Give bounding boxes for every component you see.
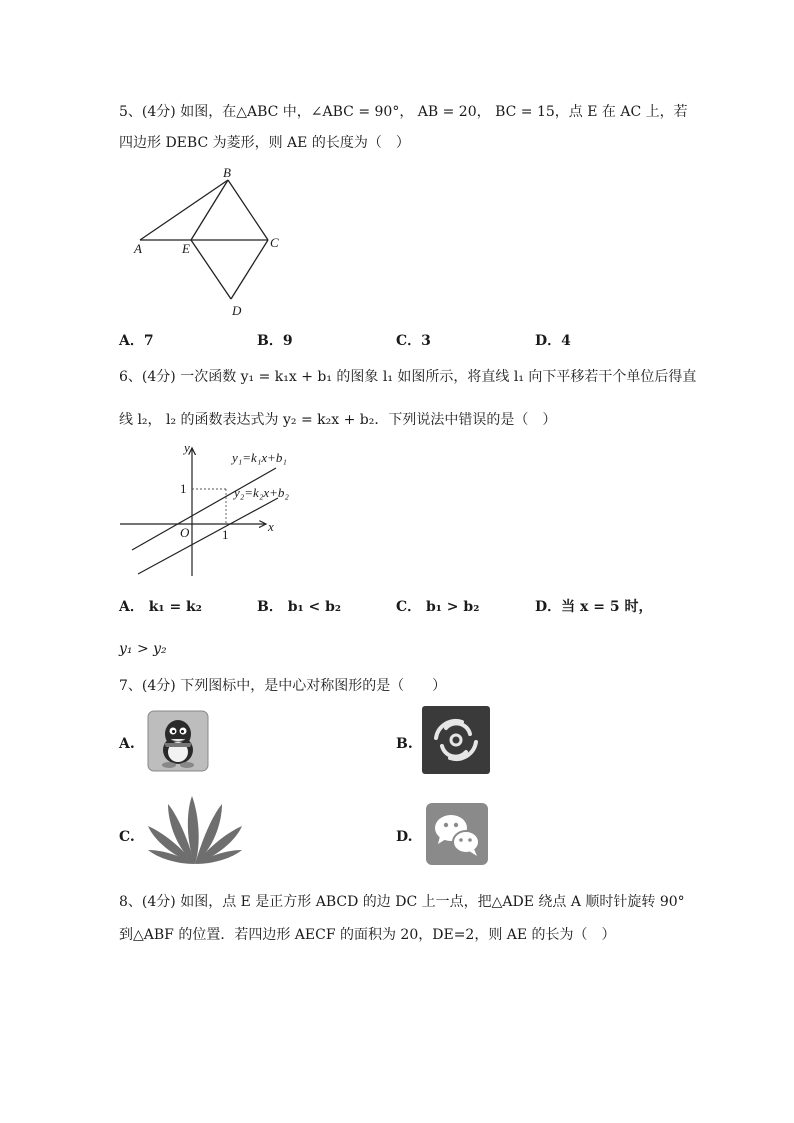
label-b: B bbox=[223, 165, 231, 180]
q6-option-d[interactable]: D．当 x = 5 时， bbox=[535, 599, 653, 615]
q6-linear-function-graph bbox=[118, 440, 318, 580]
x-axis-label: x bbox=[268, 519, 274, 534]
q5-rhombus-figure bbox=[125, 165, 295, 320]
q7-option-a[interactable]: A. bbox=[119, 736, 135, 752]
origin-label: O bbox=[180, 525, 190, 540]
segment-ed bbox=[191, 240, 231, 299]
q6-option-d-continued: y₁ > y₂ bbox=[119, 641, 167, 657]
q7-option-c[interactable]: C. bbox=[119, 829, 135, 845]
q8-stem-line-2: 到△ABF 的位置．若四边形 AECF 的面积为 20，DE=2，则 AE 的长为（ ） bbox=[119, 927, 616, 943]
q5-stem-line-1: 5、(4分) 如图，在△ABC 中，∠ABC = 90°， AB = 20， BC = 15，点 E 在 AC 上，若 bbox=[119, 104, 688, 120]
line-l1-label: y₁=k₁x+b₁ bbox=[232, 450, 287, 465]
y-axis-label: y bbox=[184, 440, 190, 455]
line-l2-label: y₂=k₂x+b₂ bbox=[234, 485, 289, 500]
spiral-icon[interactable] bbox=[422, 706, 490, 774]
label-e: E bbox=[182, 241, 190, 256]
chat-bubbles-icon[interactable] bbox=[426, 803, 488, 865]
segment-be bbox=[191, 180, 228, 240]
label-a: A bbox=[134, 241, 142, 256]
q6-option-c[interactable]: C． b₁ > b₂ bbox=[396, 599, 480, 615]
q7-option-b[interactable]: B. bbox=[396, 736, 413, 752]
label-d: D bbox=[232, 303, 242, 318]
q6-option-a[interactable]: A． k₁ = k₂ bbox=[119, 599, 202, 615]
q5-stem-line-2: 四边形 DEBC 为菱形，则 AE 的长度为（ ） bbox=[119, 135, 410, 151]
q5-option-c[interactable]: C．3 bbox=[396, 333, 431, 349]
tick-x-1: 1 bbox=[222, 527, 229, 542]
q7-stem-line-1: 7、(4分) 下列图标中，是中心对称图形的是（ ） bbox=[119, 678, 447, 694]
penguin-icon[interactable] bbox=[147, 710, 209, 772]
q7-option-d[interactable]: D. bbox=[396, 829, 413, 845]
q5-option-d[interactable]: D．4 bbox=[535, 333, 571, 349]
q6-option-b[interactable]: B． b₁ < b₂ bbox=[257, 599, 342, 615]
q6-stem-line-1: 6、(4分) 一次函数 y₁ = k₁x + b₁ 的图象 l₁ 如图所示，将直线 l₁ 向下平移若干个单位后得直 bbox=[119, 369, 697, 385]
q6-stem-line-2: 线 l₂， l₂ 的函数表达式为 y₂ = k₂x + b₂．下列说法中错误的是（ ） bbox=[119, 412, 557, 428]
tick-y-1: 1 bbox=[180, 481, 187, 496]
line-l2 bbox=[138, 498, 278, 574]
petals-logo-icon[interactable] bbox=[146, 792, 244, 868]
q5-option-a[interactable]: A．7 bbox=[119, 333, 154, 349]
segment-bc bbox=[228, 180, 268, 240]
segment-ab bbox=[140, 180, 228, 240]
q5-option-b[interactable]: B．9 bbox=[257, 333, 293, 349]
label-c: C bbox=[270, 235, 279, 250]
segment-dc bbox=[231, 240, 268, 299]
q8-stem-line-1: 8、(4分) 如图，点 E 是正方形 ABCD 的边 DC 上一点，把△ADE 绕点 A 顺时针旋转 90° bbox=[119, 894, 685, 910]
